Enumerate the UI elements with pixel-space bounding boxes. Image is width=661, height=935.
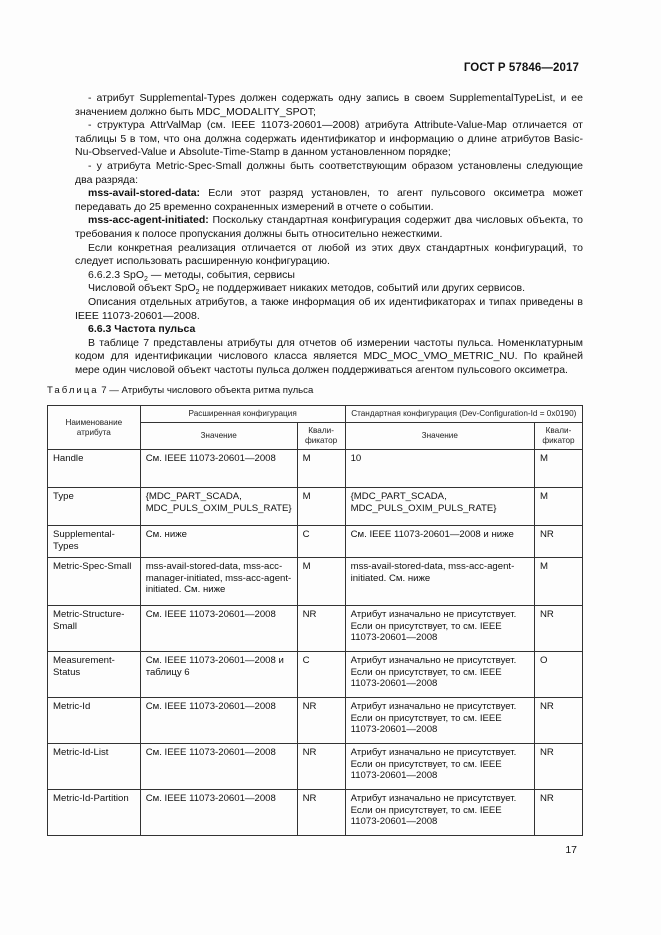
table-row [48,488,583,526]
cell-attribute: Supplemental-Types [48,526,141,558]
cell-ext-value: См. IEEE 11073-20601—2008 [140,790,297,836]
subscript: 2 [195,289,200,297]
header-value: Значение [140,423,297,450]
heading-text: — методы, события, сервисы [147,268,295,281]
cell-std-qualifier: M [534,450,582,488]
document-header: ГОСТ Р 57846—2017 [463,62,579,74]
paragraph [75,187,583,214]
paragraph: Если конкретная реализация отличается от любой из этих двух стандартных конфигураций, то следует использовать расширенную конфигурацию. [75,241,583,268]
caption-text: 7 — Атрибуты числового объекта ритма пульса [98,385,314,396]
cell-std-value: {MDC_PART_SCADA, MDC_PULS_OXIM_PULS_RATE} [345,488,534,526]
cell-std-qualifier: NR [534,698,582,744]
cell-ext-qualifier: M [297,558,345,606]
cell-ext-value: См. IEEE 11073-20601—2008 и таблицу 6 [140,652,297,698]
paragraph: В таблице 7 представлены атрибуты для отчетов об измерении частоты пульса. Номенклатурным кодом для идентификации числового класса является MDC_MOC_VMO_METRIC_NU. По крайней мере один числовой объект частоты пульса должен поддерживаться агентом пульсового оксиметра. [75,336,583,376]
cell-ext-qualifier: C [297,526,345,558]
table-row [48,606,583,652]
cell-ext-qualifier: NR [297,744,345,790]
header-name: Наименование атрибута [48,406,141,450]
subscript: 2 [144,275,148,283]
cell-ext-qualifier: C [297,652,345,698]
header-extended-config: Расширенная конфигурация [140,406,345,423]
cell-attribute: Metric-Structure-Small [48,606,141,652]
cell-ext-value: См. IEEE 11073-20601—2008 [140,744,297,790]
attributes-table [47,405,583,836]
cell-ext-qualifier: M [297,450,345,488]
caption-word: Таблица [47,385,99,396]
cell-std-qualifier: M [534,488,582,526]
cell-ext-value: См. IEEE 11073-20601—2008 [140,450,297,488]
table-row [48,526,583,558]
heading-text: 6.6.2.3 SpO [88,268,145,281]
cell-attribute: Handle [48,450,141,488]
cell-ext-value: См. ниже [140,526,297,558]
cell-attribute: Metric-Spec-Small [48,558,141,606]
cell-std-value: mss-avail-stored-data, mss-acc-agent-initiated. См. ниже [345,558,534,606]
cell-std-value: Атрибут изначально не присутствует. Если он присутствует, то см. IEEE 11073-20601—2008 [345,698,534,744]
paragraph-text: Если этот разряд установлен, то агент пульсового оксиметра может передавать до 25 временно сохраненных измерений в отчете о событии. [75,187,583,213]
table-row [48,652,583,698]
paragraph: - у атрибута Metric-Spec-Small должны быть соответствующим образом установлены следующие два разряда: [75,159,583,186]
paragraph-text: не поддерживает никаких методов, событий или других сервисов. [199,282,526,295]
section-heading: 6.6.3 Частота пульса [88,323,196,336]
cell-std-value: Атрибут изначально не присутствует. Если он присутствует, то см. IEEE 11073-20601—2008 [345,744,534,790]
table-row [48,450,583,488]
cell-ext-qualifier: NR [297,698,345,744]
cell-ext-qualifier: NR [297,790,345,836]
cell-ext-value: См. IEEE 11073-20601—2008 [140,698,297,744]
header-qualifier: Квали-фикатор [534,423,582,450]
table-row [48,744,583,790]
paragraph-text: - атрибут Supplemental-Types должен содержать одну запись в своем SupplementalTypeList, и ее значением должно быть MDC_MODALITY_SPOT; [75,92,583,118]
paragraph [75,282,583,296]
paragraph: Описания отдельных атрибутов, а также информация об их идентификаторах и типах приведены в IEEE 11073-20601—2008. [75,295,583,322]
cell-attribute: Metric-Id-List [48,744,141,790]
cell-std-value: Атрибут изначально не присутствует. Если он присутствует, то см. IEEE 11073-20601—2008 [345,790,534,836]
cell-std-value: См. IEEE 11073-20601—2008 и ниже [345,526,534,558]
paragraph [75,214,583,241]
cell-ext-value: {MDC_PART_SCADA, MDC_PULS_OXIM_PULS_RATE} [140,488,297,526]
header-standard-config: Стандартная конфигурация (Dev-Configuration-Id = 0x0190) [345,406,582,423]
cell-ext-value: mss-avail-stored-data, mss-acc-manager-initiated, mss-acc-agent-initiated. См. ниже [140,558,297,606]
table-row [48,698,583,744]
page-number: 17 [565,844,577,856]
cell-attribute: Metric-Id-Partition [48,790,141,836]
cell-std-qualifier: NR [534,744,582,790]
bold-term: mss-avail-stored-data: [88,187,201,200]
cell-ext-qualifier: NR [297,606,345,652]
cell-std-qualifier: O [534,652,582,698]
paragraph [75,92,583,119]
table-row [48,558,583,606]
cell-std-qualifier: NR [534,606,582,652]
cell-std-qualifier: NR [534,526,582,558]
paragraph-text: Поскольку стандартная конфигурация содержит два числовых объекта, то требования к полосе пропускания должны быть относительно нежесткими. [75,214,583,240]
header-value: Значение [345,423,534,450]
cell-attribute: Metric-Id [48,698,141,744]
cell-std-qualifier: NR [534,790,582,836]
table-caption [47,385,313,396]
paragraph: - структура AttrValMap (см. IEEE 11073-20601—2008) атрибута Attribute-Value-Map отличается от таблицы 5 в том, что она должна содержать идентификатор и информацию о длине атрибутов Basic-Nu-Observed-Value и Absolute-Time-Stamp в данном установленном порядке; [75,119,583,159]
cell-std-qualifier: M [534,558,582,606]
subsection-heading [75,269,583,283]
paragraph-text: Числовой объект SpO [88,282,196,295]
body-text [75,92,583,377]
cell-ext-value: См. IEEE 11073-20601—2008 [140,606,297,652]
cell-std-value: 10 [345,450,534,488]
cell-attribute: Type [48,488,141,526]
cell-attribute: Measurement-Status [48,652,141,698]
cell-std-value: Атрибут изначально не присутствует. Если он присутствует, то см. IEEE 11073-20601—2008 [345,606,534,652]
cell-std-value: Атрибут изначально не присутствует. Если он присутствует, то см. IEEE 11073-20601—2008 [345,652,534,698]
cell-ext-qualifier: M [297,488,345,526]
table-row [48,790,583,836]
header-qualifier: Квали-фикатор [297,423,345,450]
bold-term: mss-acc-agent-initiated: [88,214,209,227]
